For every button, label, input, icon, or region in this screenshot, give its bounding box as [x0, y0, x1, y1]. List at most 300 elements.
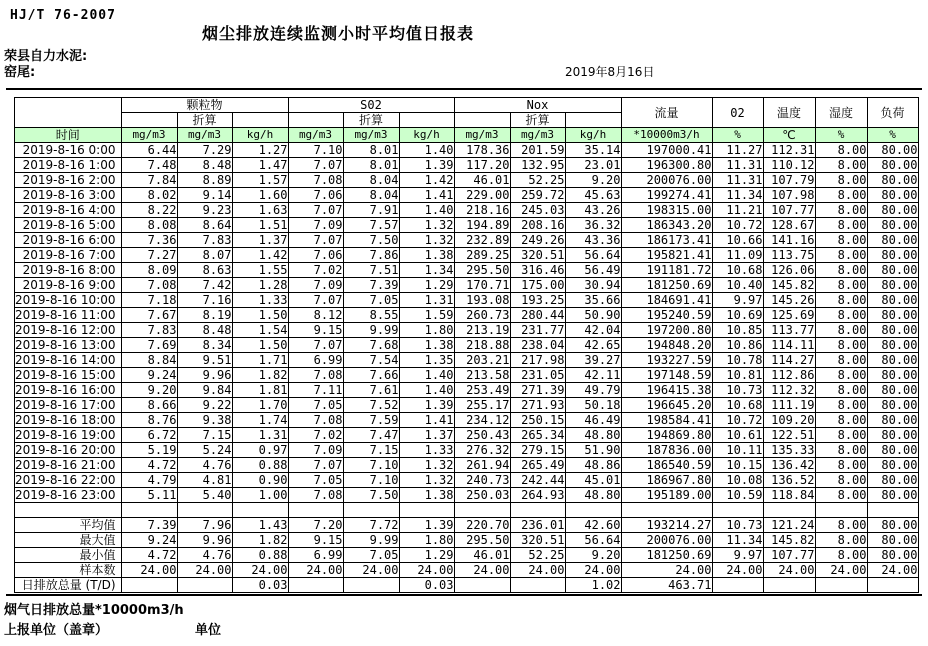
- value-cell: 9.20: [565, 548, 621, 563]
- value-cell: 1.29: [399, 548, 454, 563]
- value-cell: 1.02: [565, 578, 621, 593]
- value-cell: 50.90: [565, 308, 621, 323]
- value-cell: 1.37: [232, 233, 288, 248]
- time-cell: 2019-8-16 6:00: [15, 233, 122, 248]
- value-cell: 195821.41: [621, 248, 712, 263]
- unit-cell: %: [712, 128, 763, 143]
- value-cell: 121.24: [763, 518, 815, 533]
- value-cell: 8.09: [121, 263, 177, 278]
- value-cell: 194.89: [454, 218, 510, 233]
- value-cell: 265.49: [510, 458, 565, 473]
- value-cell: 7.09: [288, 443, 343, 458]
- value-cell: 35.14: [565, 143, 621, 158]
- value-cell: 1.29: [399, 278, 454, 293]
- value-cell: 5.19: [121, 443, 177, 458]
- value-cell: 242.44: [510, 473, 565, 488]
- time-cell: 2019-8-16 23:00: [15, 488, 122, 503]
- table-row: [15, 428, 919, 443]
- table-row: [15, 458, 919, 473]
- value-cell: 56.64: [565, 248, 621, 263]
- value-cell: 8.64: [177, 218, 232, 233]
- value-cell: 8.00: [815, 473, 867, 488]
- table-row: [15, 143, 919, 158]
- value-cell: 8.00: [815, 218, 867, 233]
- value-cell: 1.39: [399, 158, 454, 173]
- table-row: [15, 398, 919, 413]
- value-cell: 1.63: [232, 203, 288, 218]
- blank-cell: [399, 113, 454, 128]
- standard-code: HJ/T 76-2007: [10, 8, 116, 23]
- value-cell: 7.10: [288, 143, 343, 158]
- value-cell: 39.27: [565, 353, 621, 368]
- value-cell: 110.12: [763, 158, 815, 173]
- time-cell: 2019-8-16 5:00: [15, 218, 122, 233]
- value-cell: 197000.41: [621, 143, 712, 158]
- value-cell: 46.01: [454, 548, 510, 563]
- value-cell: 4.81: [177, 473, 232, 488]
- value-cell: 7.06: [288, 188, 343, 203]
- value-cell: 193.25: [510, 293, 565, 308]
- value-cell: 80.00: [867, 218, 918, 233]
- value-cell: 48.80: [565, 428, 621, 443]
- value-cell: 80.00: [867, 353, 918, 368]
- value-cell: 7.57: [343, 218, 399, 233]
- value-cell: 1.39: [399, 518, 454, 533]
- value-cell: 107.79: [763, 173, 815, 188]
- value-cell: 178.36: [454, 143, 510, 158]
- value-cell: 8.00: [815, 428, 867, 443]
- value-cell: 8.01: [343, 143, 399, 158]
- value-cell: 136.52: [763, 473, 815, 488]
- value-cell: 1.42: [399, 173, 454, 188]
- value-cell: 42.60: [565, 518, 621, 533]
- value-cell: 8.00: [815, 443, 867, 458]
- value-cell: 1.41: [399, 413, 454, 428]
- table-row: [15, 248, 919, 263]
- value-cell: [343, 578, 399, 593]
- value-cell: 126.06: [763, 263, 815, 278]
- value-cell: 213.58: [454, 368, 510, 383]
- value-cell: 5.40: [177, 488, 232, 503]
- value-cell: 232.89: [454, 233, 510, 248]
- value-cell: 1.60: [232, 188, 288, 203]
- value-cell: 128.67: [763, 218, 815, 233]
- value-cell: 191181.72: [621, 263, 712, 278]
- header-group-row: [15, 98, 919, 113]
- value-cell: 112.31: [763, 143, 815, 158]
- time-cell: 2019-8-16 17:00: [15, 398, 122, 413]
- value-cell: 8.00: [815, 383, 867, 398]
- value-cell: 80.00: [867, 263, 918, 278]
- value-cell: 1.81: [232, 383, 288, 398]
- time-header: 时间: [15, 128, 122, 143]
- location-label: 窑尾:: [4, 65, 36, 80]
- value-cell: 42.11: [565, 368, 621, 383]
- value-cell: 8.00: [815, 533, 867, 548]
- value-cell: 1.47: [232, 158, 288, 173]
- value-cell: 8.00: [815, 338, 867, 353]
- value-cell: 1.31: [399, 293, 454, 308]
- value-cell: 8.00: [815, 203, 867, 218]
- value-cell: 7.15: [343, 443, 399, 458]
- unit-cell: ℃: [763, 128, 815, 143]
- unit-label: 单位: [195, 623, 222, 638]
- value-cell: 43.36: [565, 233, 621, 248]
- value-cell: 45.01: [565, 473, 621, 488]
- value-cell: [177, 503, 232, 518]
- value-cell: 8.55: [343, 308, 399, 323]
- col-temperature: 温度: [763, 98, 815, 128]
- blank-cell: [565, 113, 621, 128]
- summary-row: [15, 578, 919, 593]
- value-cell: 7.39: [121, 518, 177, 533]
- value-cell: 80.00: [867, 338, 918, 353]
- col-flow: 流量: [621, 98, 712, 128]
- value-cell: 1.82: [232, 368, 288, 383]
- value-cell: 1.38: [399, 488, 454, 503]
- table-row: [15, 263, 919, 278]
- value-cell: 24.00: [288, 563, 343, 578]
- value-cell: 52.25: [510, 548, 565, 563]
- value-cell: 1.54: [232, 323, 288, 338]
- value-cell: 1.32: [399, 218, 454, 233]
- table-row: [15, 203, 919, 218]
- value-cell: [288, 578, 343, 593]
- value-cell: 107.77: [763, 548, 815, 563]
- time-cell: 2019-8-16 18:00: [15, 413, 122, 428]
- value-cell: [565, 503, 621, 518]
- value-cell: 9.15: [288, 533, 343, 548]
- value-cell: [510, 503, 565, 518]
- value-cell: 289.25: [454, 248, 510, 263]
- value-cell: 80.00: [867, 203, 918, 218]
- value-cell: 186343.20: [621, 218, 712, 233]
- summary-row: [15, 533, 919, 548]
- value-cell: 1.74: [232, 413, 288, 428]
- value-cell: 9.38: [177, 413, 232, 428]
- value-cell: 9.84: [177, 383, 232, 398]
- value-cell: 220.70: [454, 518, 510, 533]
- value-cell: 1.37: [399, 428, 454, 443]
- value-cell: 7.08: [288, 173, 343, 188]
- value-cell: 260.73: [454, 308, 510, 323]
- value-cell: 0.03: [232, 578, 288, 593]
- value-cell: 24.00: [763, 563, 815, 578]
- value-cell: 80.00: [867, 548, 918, 563]
- value-cell: 10.78: [712, 353, 763, 368]
- value-cell: 24.00: [712, 563, 763, 578]
- value-cell: 196415.38: [621, 383, 712, 398]
- value-cell: 7.61: [343, 383, 399, 398]
- value-cell: 200076.00: [621, 173, 712, 188]
- value-cell: 113.77: [763, 323, 815, 338]
- value-cell: 7.59: [343, 413, 399, 428]
- value-cell: 7.91: [343, 203, 399, 218]
- report-date: 2019年8月16日: [565, 65, 655, 79]
- value-cell: 80.00: [867, 518, 918, 533]
- table-row: [15, 173, 919, 188]
- value-cell: 194869.80: [621, 428, 712, 443]
- value-cell: 240.73: [454, 473, 510, 488]
- value-cell: 10.72: [712, 413, 763, 428]
- value-cell: 8.76: [121, 413, 177, 428]
- value-cell: 9.14: [177, 188, 232, 203]
- spacer-row: [15, 503, 919, 518]
- value-cell: 320.51: [510, 248, 565, 263]
- time-cell: 2019-8-16 7:00: [15, 248, 122, 263]
- value-cell: 80.00: [867, 323, 918, 338]
- value-cell: 236.01: [510, 518, 565, 533]
- value-cell: 1.34: [399, 263, 454, 278]
- value-cell: 1.42: [232, 248, 288, 263]
- value-cell: 295.50: [454, 263, 510, 278]
- value-cell: 9.20: [565, 173, 621, 188]
- table-row: [15, 323, 919, 338]
- time-cell: 2019-8-16 2:00: [15, 173, 122, 188]
- value-cell: 145.82: [763, 278, 815, 293]
- value-cell: 24.00: [565, 563, 621, 578]
- value-cell: 7.66: [343, 368, 399, 383]
- value-cell: 187836.00: [621, 443, 712, 458]
- value-cell: 8.00: [815, 458, 867, 473]
- value-cell: 9.99: [343, 323, 399, 338]
- value-cell: 8.12: [288, 308, 343, 323]
- value-cell: 203.21: [454, 353, 510, 368]
- value-cell: 1.40: [399, 383, 454, 398]
- value-cell: 10.85: [712, 323, 763, 338]
- value-cell: 7.07: [288, 338, 343, 353]
- time-cell: 2019-8-16 15:00: [15, 368, 122, 383]
- value-cell: 7.07: [288, 458, 343, 473]
- table-row: [15, 218, 919, 233]
- value-cell: 113.75: [763, 248, 815, 263]
- value-cell: 11.34: [712, 188, 763, 203]
- value-cell: 112.32: [763, 383, 815, 398]
- value-cell: 9.24: [121, 533, 177, 548]
- value-cell: 186540.59: [621, 458, 712, 473]
- value-cell: 10.61: [712, 428, 763, 443]
- value-cell: 1.38: [399, 248, 454, 263]
- value-cell: 46.49: [565, 413, 621, 428]
- value-cell: [288, 503, 343, 518]
- value-cell: 7.72: [343, 518, 399, 533]
- value-cell: 8.00: [815, 278, 867, 293]
- table-row: [15, 278, 919, 293]
- value-cell: 279.15: [510, 443, 565, 458]
- value-cell: 234.12: [454, 413, 510, 428]
- value-cell: 184691.41: [621, 293, 712, 308]
- value-cell: 8.63: [177, 263, 232, 278]
- col-o2: 02: [712, 98, 763, 128]
- value-cell: [232, 503, 288, 518]
- value-cell: 107.98: [763, 188, 815, 203]
- unit-cell: mg/m3: [454, 128, 510, 143]
- value-cell: 24.00: [121, 563, 177, 578]
- value-cell: [121, 578, 177, 593]
- value-cell: 56.64: [565, 533, 621, 548]
- value-cell: 24.00: [232, 563, 288, 578]
- value-cell: 9.96: [177, 533, 232, 548]
- value-cell: 245.03: [510, 203, 565, 218]
- value-cell: [177, 578, 232, 593]
- value-cell: 4.76: [177, 548, 232, 563]
- value-cell: 4.79: [121, 473, 177, 488]
- value-cell: [815, 578, 867, 593]
- value-cell: 7.96: [177, 518, 232, 533]
- unit-cell: mg/m3: [177, 128, 232, 143]
- value-cell: 7.50: [343, 488, 399, 503]
- value-cell: 80.00: [867, 233, 918, 248]
- value-cell: [763, 578, 815, 593]
- value-cell: 7.27: [121, 248, 177, 263]
- value-cell: 8.00: [815, 548, 867, 563]
- value-cell: 50.18: [565, 398, 621, 413]
- value-cell: 8.19: [177, 308, 232, 323]
- table-row: [15, 233, 919, 248]
- value-cell: 10.15: [712, 458, 763, 473]
- time-cell: 2019-8-16 0:00: [15, 143, 122, 158]
- value-cell: [621, 503, 712, 518]
- value-cell: 181250.69: [621, 548, 712, 563]
- value-cell: 118.84: [763, 488, 815, 503]
- value-cell: 8.00: [815, 188, 867, 203]
- group-so2: S02: [288, 98, 454, 113]
- value-cell: 8.00: [815, 173, 867, 188]
- value-cell: 4.72: [121, 548, 177, 563]
- value-cell: 9.97: [712, 548, 763, 563]
- summary-label: 平均值: [15, 518, 122, 533]
- value-cell: 7.07: [288, 158, 343, 173]
- value-cell: 7.83: [177, 233, 232, 248]
- time-cell: 2019-8-16 16:00: [15, 383, 122, 398]
- report-table: [14, 97, 919, 593]
- value-cell: [399, 503, 454, 518]
- value-cell: 8.22: [121, 203, 177, 218]
- value-cell: 1.80: [399, 323, 454, 338]
- value-cell: 117.20: [454, 158, 510, 173]
- value-cell: [867, 503, 918, 518]
- value-cell: 0.88: [232, 458, 288, 473]
- value-cell: 122.51: [763, 428, 815, 443]
- value-cell: 11.34: [712, 533, 763, 548]
- value-cell: 8.08: [121, 218, 177, 233]
- value-cell: 198584.41: [621, 413, 712, 428]
- value-cell: 11.09: [712, 248, 763, 263]
- value-cell: 218.88: [454, 338, 510, 353]
- time-cell: 2019-8-16 1:00: [15, 158, 122, 173]
- value-cell: [712, 578, 763, 593]
- value-cell: 11.21: [712, 203, 763, 218]
- value-cell: 7.29: [177, 143, 232, 158]
- value-cell: 1.82: [232, 533, 288, 548]
- value-cell: 7.54: [343, 353, 399, 368]
- value-cell: 231.05: [510, 368, 565, 383]
- value-cell: 80.00: [867, 368, 918, 383]
- value-cell: 196645.20: [621, 398, 712, 413]
- value-cell: 24.00: [177, 563, 232, 578]
- value-cell: 11.31: [712, 173, 763, 188]
- value-cell: 80.00: [867, 443, 918, 458]
- value-cell: 10.40: [712, 278, 763, 293]
- value-cell: 280.44: [510, 308, 565, 323]
- value-cell: 250.03: [454, 488, 510, 503]
- value-cell: 141.16: [763, 233, 815, 248]
- value-cell: 1.40: [399, 368, 454, 383]
- value-cell: 213.19: [454, 323, 510, 338]
- value-cell: 320.51: [510, 533, 565, 548]
- value-cell: 80.00: [867, 188, 918, 203]
- value-cell: 1.71: [232, 353, 288, 368]
- value-cell: 463.71: [621, 578, 712, 593]
- value-cell: 10.66: [712, 233, 763, 248]
- value-cell: 112.86: [763, 368, 815, 383]
- value-cell: 80.00: [867, 533, 918, 548]
- value-cell: 7.08: [288, 368, 343, 383]
- value-cell: 0.90: [232, 473, 288, 488]
- value-cell: 7.09: [288, 218, 343, 233]
- value-cell: 7.68: [343, 338, 399, 353]
- value-cell: 136.42: [763, 458, 815, 473]
- value-cell: 1.57: [232, 173, 288, 188]
- blank-cell: [232, 113, 288, 128]
- value-cell: 80.00: [867, 458, 918, 473]
- value-cell: 114.27: [763, 353, 815, 368]
- value-cell: 250.15: [510, 413, 565, 428]
- value-cell: 1.00: [232, 488, 288, 503]
- value-cell: 1.40: [399, 203, 454, 218]
- value-cell: 7.15: [177, 428, 232, 443]
- value-cell: 8.00: [815, 368, 867, 383]
- value-cell: 80.00: [867, 488, 918, 503]
- value-cell: 1.32: [399, 458, 454, 473]
- unit-cell: mg/m3: [121, 128, 177, 143]
- value-cell: 7.08: [121, 278, 177, 293]
- time-cell: 2019-8-16 13:00: [15, 338, 122, 353]
- value-cell: 8.00: [815, 293, 867, 308]
- value-cell: 7.08: [288, 413, 343, 428]
- value-cell: 7.50: [343, 233, 399, 248]
- value-cell: 8.00: [815, 518, 867, 533]
- value-cell: 8.02: [121, 188, 177, 203]
- value-cell: 23.01: [565, 158, 621, 173]
- unit-cell: %: [815, 128, 867, 143]
- value-cell: 7.86: [343, 248, 399, 263]
- value-cell: 10.73: [712, 383, 763, 398]
- value-cell: 199274.41: [621, 188, 712, 203]
- time-cell: 2019-8-16 11:00: [15, 308, 122, 323]
- value-cell: 208.16: [510, 218, 565, 233]
- value-cell: 6.99: [288, 353, 343, 368]
- value-cell: 196300.80: [621, 158, 712, 173]
- blank-cell: [15, 503, 122, 518]
- value-cell: 8.04: [343, 188, 399, 203]
- value-cell: 8.89: [177, 173, 232, 188]
- value-cell: 8.00: [815, 353, 867, 368]
- value-cell: 9.20: [121, 383, 177, 398]
- value-cell: 7.42: [177, 278, 232, 293]
- value-cell: 181250.69: [621, 278, 712, 293]
- unit-cell: mg/m3: [288, 128, 343, 143]
- value-cell: 8.00: [815, 308, 867, 323]
- value-cell: 8.00: [815, 263, 867, 278]
- value-cell: [121, 503, 177, 518]
- value-cell: 7.08: [288, 488, 343, 503]
- bottom-divider: [6, 594, 922, 596]
- value-cell: 170.71: [454, 278, 510, 293]
- value-cell: 11.27: [712, 143, 763, 158]
- unit-cell: kg/h: [232, 128, 288, 143]
- value-cell: 1.59: [399, 308, 454, 323]
